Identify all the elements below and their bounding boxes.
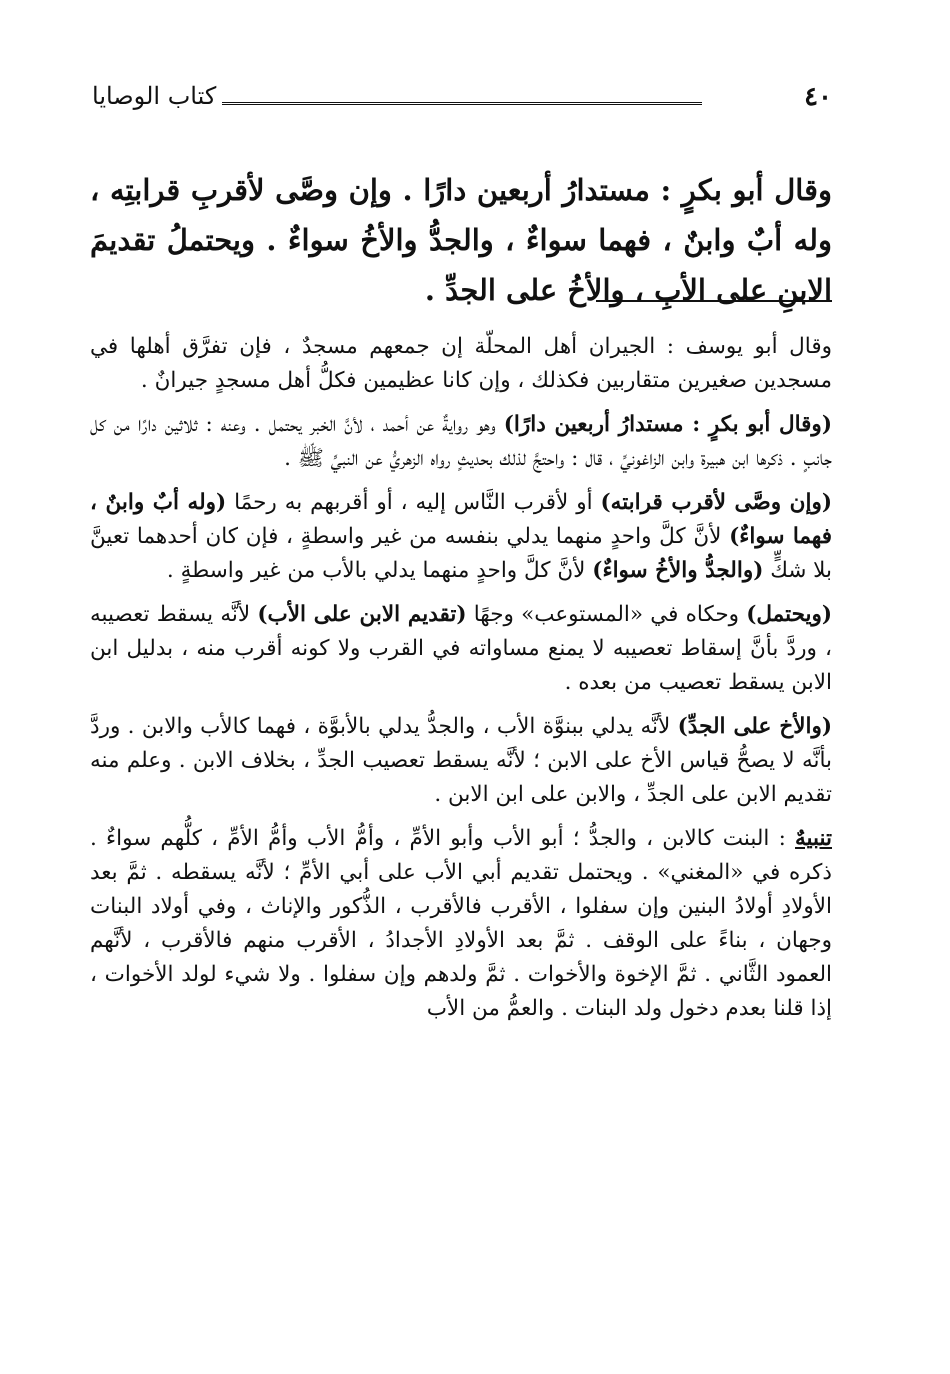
quoted-matn: (والأخ على الجدِّ) — [677, 714, 832, 739]
quoted-matn: (وله أبٌ وابنٌ ، فهما سواءٌ) — [90, 490, 832, 549]
commentary-text: لأنَّ كلَّ واحدٍ منهما يدلي بنفسه من غير واسطةٍ ، فإن كان أحدهما تعينَّ بلا شكٍّ — [90, 524, 832, 583]
page-number: ٤٠ — [804, 82, 832, 112]
commentary-text: وحكاه في «المستوعب» وجهًا — [473, 602, 739, 627]
matn-text: وقال أبو بكرٍ : مستدارُ أربعين دارًا . وإن وصَّى لأقربِ قرابتِه ، وله أبٌ وابنٌ ، فهما سواءٌ ، والجدُّ والأخُ سواءٌ . ويحتملُ تقديمَ الابنِ على الأبِ ، والأخُ على الجدِّ . — [90, 173, 832, 307]
sharh-paragraph-5 — [90, 710, 832, 812]
quoted-matn: (والجدُّ والأخُ سواءٌ) — [592, 558, 764, 583]
sharh-paragraph-3 — [90, 486, 832, 588]
commentary-text: : البنت كالابن ، والجدُّ ؛ أبو الأب وأبو الأمِّ ، وأمُّ الأب وأمُّ الأمِّ ، كلُّهم سواءٌ . ذكره في «المغني» . ويحتمل تقديم أبي الأب على أبي الأمِّ ؛ لأنَّه يسقطه . ثمَّ بعد الأولادِ أولادُ البنين وإن سفلوا ، الأقرب فالأقرب ، الذُّكور والإناث ، وفي أولاد البنات وجهان ، بناءً على الوقف . ثمَّ بعد الأولادِ الأجدادُ ، الأقرب منهم فالأقرب ، لأنَّهم العمود الثَّاني . ثمَّ الإخوة والأخوات . ثمَّ ولدهم وإن سفلوا . ولا شيء لولد الأخوات ، إذا قلنا بعدم دخول ولد البنات . والعمُّ من الأب — [90, 826, 832, 1021]
quoted-matn: (وإن وصَّى لأقرب قرابته) — [600, 490, 833, 515]
header-rule — [222, 102, 702, 105]
matn-separator — [596, 300, 832, 302]
quoted-matn: (وقال أبو بكرٍ : مستدارُ أربعين دارًا) — [503, 412, 832, 437]
sharh-paragraph-6 — [90, 822, 832, 1026]
commentary-text: لأنَّ كلَّ واحدٍ منهما يدلي بالأب من غير واسطةٍ . — [166, 558, 586, 583]
book-title: كتاب الوصايا — [92, 82, 217, 110]
sharh-paragraph-4 — [90, 598, 832, 700]
note-label: تنبيهٌ — [795, 826, 832, 851]
sharh-paragraph-1: وقال أبو يوسف : الجيران أهل المحلّة إن جمعهم مسجدٌ ، فإن تفرَّق أهلها في مسجدين صغيرين متقاربين فكذلك ، وإن كانا عظيمين فكلُّ أهل مسجدٍ جيرانٌ . — [90, 334, 832, 393]
commentary-text: أو لأقرب النَّاس إليه ، أو أقربهم به رحمًا — [234, 490, 593, 515]
quoted-matn: (ويحتمل) — [746, 602, 832, 627]
quoted-matn: (تقديم الابن على الأب) — [257, 602, 467, 627]
page-header — [92, 82, 832, 122]
commentary-text: وهو روايةٌ عن أحمد ، لأنَّ الخبر يحتمل . وعنه : ثلاثين دارًا من كل جانبٍ . ذكرها ابن هبيرة وابن الزاغونيِّ ، قال : واحتجَّ لذلك بحديثٍ رواه الزهريُّ عن النبيِّ ﷺ . — [90, 412, 832, 471]
commentary-text: لأنَّه يسقط تعصيبه ، وردَّ بأنَّ إسقاط تعصيبه لا يمنع مساواته في القرب ولا كونه أقرب منه ، بدليل ابن الابن يسقط تعصيب من بعده . — [90, 602, 832, 695]
commentary-text: لأنَّه يدلي ببنوَّة الأب ، والجدُّ يدلي بالأبوَّة ، فهما كالأب والابن . وردَّ بأنَّه لا يصحُّ قياس الأخ على الابن ؛ لأنَّه يسقط تعصيب الجدِّ ، بخلاف الابن . وعلم منه تقديم الابن على الجدِّ ، والابن على ابن الابن . — [90, 714, 832, 807]
sharh-body — [90, 330, 832, 1036]
sharh-paragraph-2 — [90, 408, 832, 476]
